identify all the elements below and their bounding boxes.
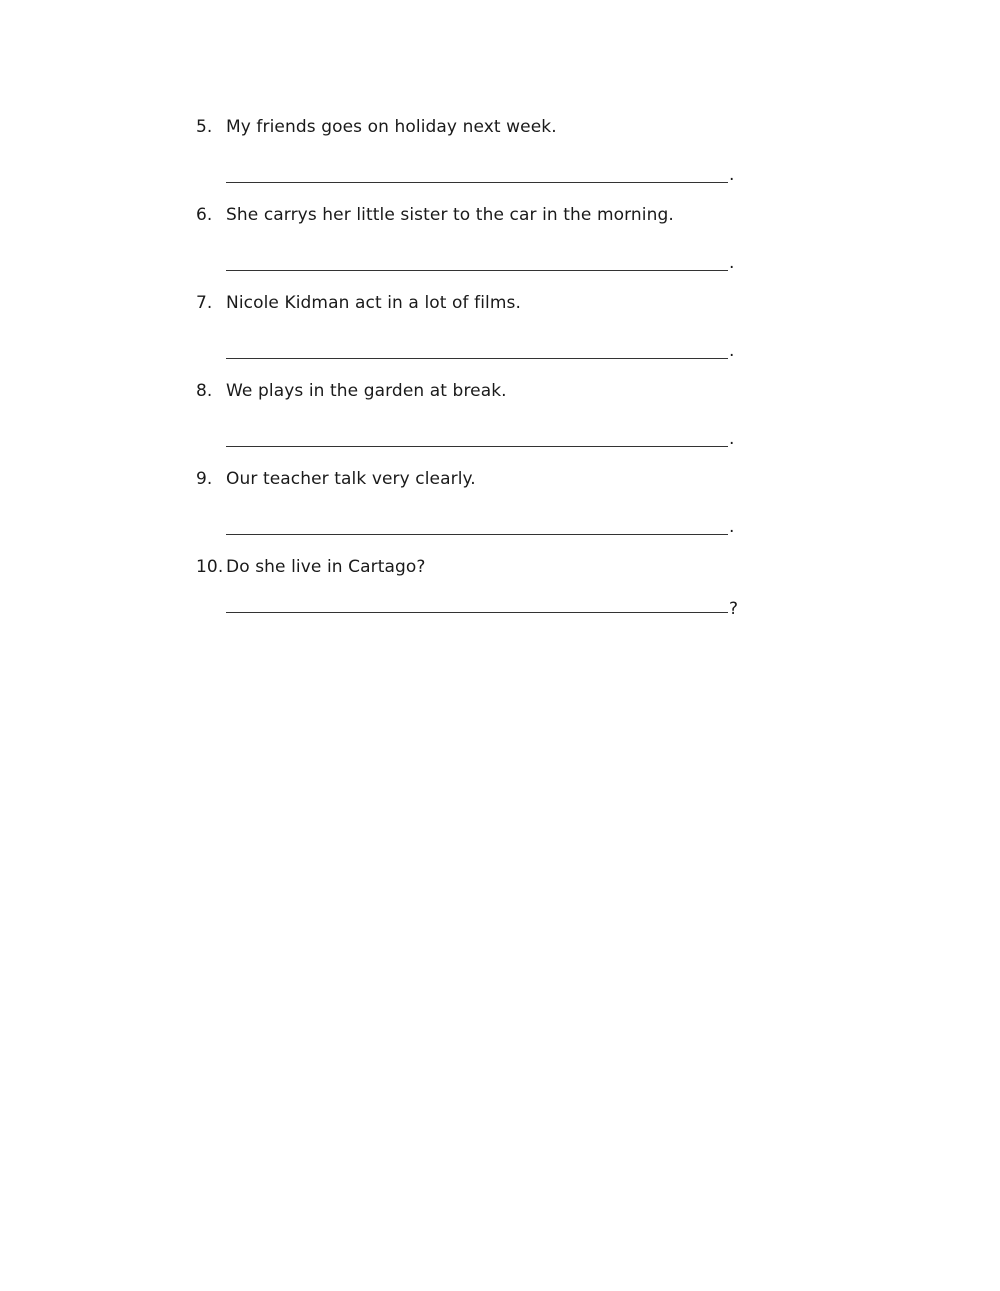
exercise-item-6 [196, 203, 756, 283]
answer-end-punctuation: . [729, 165, 735, 185]
question-number: 8. [196, 381, 213, 401]
question-text: My friends goes on holiday next week. [226, 117, 557, 137]
answer-end-punctuation: ? [729, 599, 739, 619]
answer-line [226, 270, 728, 271]
exercise-item-9 [196, 467, 756, 547]
exercise-item-8 [196, 379, 756, 459]
question-text: She carrys her little sister to the car in the morning. [226, 205, 674, 225]
answer-blank[interactable] [226, 427, 746, 451]
answer-blank[interactable] [226, 593, 746, 617]
answer-end-punctuation: . [729, 341, 735, 361]
answer-blank[interactable] [226, 339, 746, 363]
question [196, 379, 507, 403]
answer-line [226, 612, 728, 613]
question-text: Do she live in Cartago? [226, 557, 426, 577]
question-text: We plays in the garden at break. [226, 381, 507, 401]
answer-line [226, 358, 728, 359]
exercise-item-7 [196, 291, 756, 371]
question-number: 7. [196, 293, 213, 313]
question [196, 291, 521, 315]
answer-blank[interactable] [226, 251, 746, 275]
answer-line [226, 446, 728, 447]
answer-line [226, 534, 728, 535]
question [196, 115, 557, 139]
question [196, 467, 476, 491]
answer-end-punctuation: . [729, 253, 735, 273]
question [196, 203, 674, 227]
question-text: Nicole Kidman act in a lot of films. [226, 293, 521, 313]
exercise-item-5 [196, 115, 756, 195]
answer-end-punctuation: . [729, 517, 735, 537]
question-text: Our teacher talk very clearly. [226, 469, 476, 489]
question-number: 6. [196, 205, 213, 225]
answer-line [226, 182, 728, 183]
answer-end-punctuation: . [729, 429, 735, 449]
question-number: 9. [196, 469, 213, 489]
exercise-item-10 [196, 555, 756, 635]
question-number: 5. [196, 117, 213, 137]
question [196, 555, 426, 579]
question-number: 10. [196, 557, 224, 577]
answer-blank[interactable] [226, 515, 746, 539]
answer-blank[interactable] [226, 163, 746, 187]
